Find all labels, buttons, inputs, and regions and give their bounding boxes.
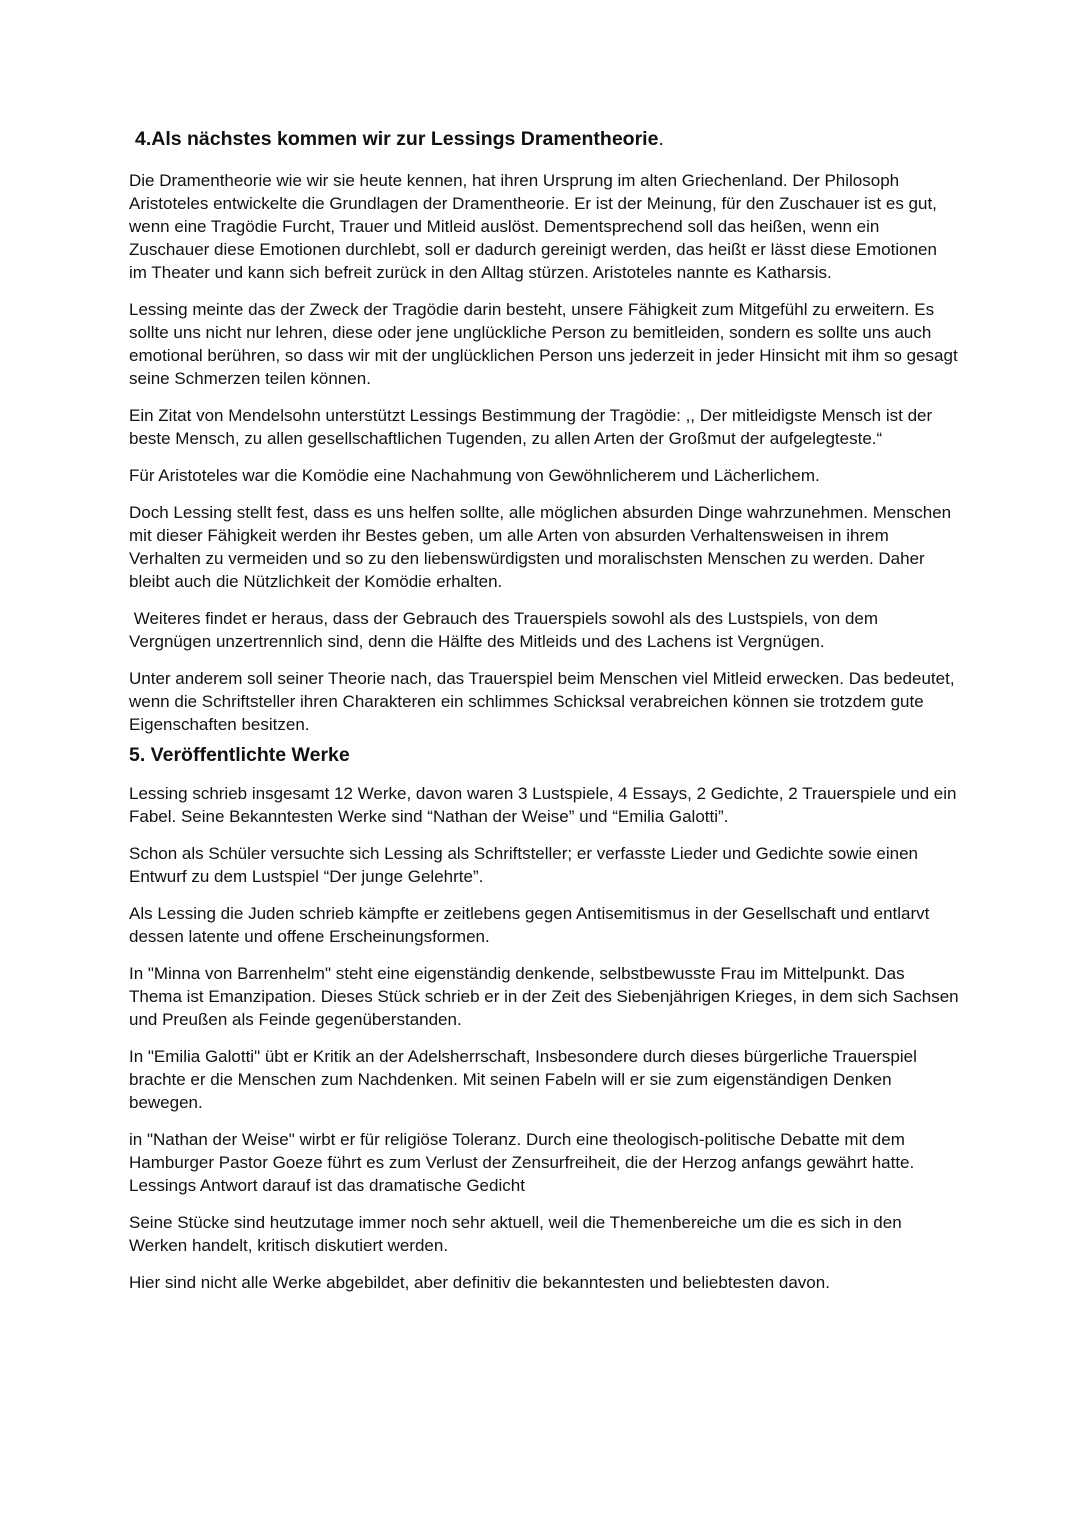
paragraph: Seine Stücke sind heutzutage immer noch sehr aktuell, weil die Themenbereiche um die es sich in den Werken handelt, kritisch diskutiert werden. xyxy=(129,1213,902,1255)
paragraph: Als Lessing die Juden schrieb kämpfte er zeitlebens gegen Antisemitismus in der Gesellschaft und entlarvt dessen latente und offene Erscheinungsformen. xyxy=(129,904,930,946)
paragraph: Doch Lessing stellt fest, dass es uns helfen sollte, alle möglichen absurden Dinge wahrzunehmen. Menschen mit dieser Fähigkeit werden ihr Bestes geben, um alle Arten von absurden Verhaltensweisen in ihrem Verhalten zu vermeiden und so zu den liebenswürdigsten und moralischsten Menschen zu werden. Daher bleibt auch die Nützlichkeit der Komödie erhalten. xyxy=(129,503,952,591)
paragraph: In "Minna von Barrenhelm" steht eine eigenständig denkende, selbstbewusste Frau im Mittelpunkt. Das Thema ist Emanzipation. Dieses Stück schrieb er in der Zeit des Siebenjährigen Krieges, in dem sich Sachsen und Preußen als Feinde gegenüberstanden. xyxy=(129,964,959,1029)
paragraph: Für Aristoteles war die Komödie eine Nachahmung von Gewöhnlicherem und Lächerlichem. xyxy=(129,466,820,485)
section-4-heading-period: . xyxy=(658,128,664,150)
paragraph: Unter anderem soll seiner Theorie nach, das Trauerspiel beim Menschen viel Mitleid erwecken. Das bedeutet, wenn die Schriftsteller ihren Charakteren ein schlimmes Schicksal verabreichen können sie trotzdem gute Eigenschaften besitzen. xyxy=(129,669,955,734)
paragraph: Hier sind nicht alle Werke abgebildet, aber definitiv die bekanntesten und beliebtesten davon. xyxy=(129,1273,830,1292)
section-4-heading xyxy=(135,126,959,152)
document-page xyxy=(129,126,959,1308)
paragraph: Schon als Schüler versuchte sich Lessing als Schriftsteller; er verfasste Lieder und Gedichte sowie einen Entwurf zu dem Lustspiel “Der junge Gelehrte”. xyxy=(129,844,919,886)
paragraph: Lessing schrieb insgesamt 12 Werke, davon waren 3 Lustspiele, 4 Essays, 2 Gedichte, 2 Trauerspiele und ein Fabel. Seine Bekanntesten Werke sind “Nathan der Weise” und “Emilia Galotti”. xyxy=(129,784,957,826)
paragraph: in "Nathan der Weise" wirbt er für religiöse Toleranz. Durch eine theologisch-politische Debatte mit dem Hamburger Pastor Goeze führt es zum Verlust der Zensurfreiheit, die der Herzog anfangs gewährt hatte. Lessings Antwort darauf ist das dramatische Gedicht xyxy=(129,1130,915,1195)
paragraph: Ein Zitat von Mendelsohn unterstützt Lessings Bestimmung der Tragödie: ,, Der mitleidigste Mensch ist der beste Mensch, zu allen gesellschaftlichen Tugenden, zu allen Arten der Großmut der aufgelegteste.“ xyxy=(129,406,933,448)
paragraph: Weiteres findet er heraus, dass der Gebrauch des Trauerspiels sowohl als des Lustspiels, von dem Vergnügen unzertrennlich sind, denn die Hälfte des Mitleids und des Lachens ist Vergnügen. xyxy=(129,609,883,651)
paragraph: Lessing meinte das der Zweck der Tragödie darin besteht, unsere Fähigkeit zum Mitgefühl zu erweitern. Es sollte uns nicht nur lehren, diese oder jene unglückliche Person zu bemitleiden, sondern es sollte uns auch emotional berühren, so dass wir mit der unglücklichen Person uns jederzeit in jeder Hinsicht mit ihm so gesagt seine Schmerzen teilen können. xyxy=(129,300,958,388)
section-5-heading: 5. Veröffentlichte Werke xyxy=(129,744,350,766)
paragraph: In "Emilia Galotti" übt er Kritik an der Adelsherrschaft, Insbesondere durch dieses bürgerliche Trauerspiel brachte er die Menschen zum Nachdenken. Mit seinen Fabeln will er sie zum eigenständigen Denken bewegen. xyxy=(129,1047,917,1112)
paragraph: Die Dramentheorie wie wir sie heute kennen, hat ihren Ursprung im alten Griechenland. Der Philosoph Aristoteles entwickelte die Grundlagen der Dramentheorie. Er ist der Meinung, für den Zuschauer ist es gut, wenn eine Tragödie Furcht, Trauer und Mitleid auslöst. Dementsprechend soll das heißen, wenn ein Zuschauer diese Emotionen durchlebt, soll er dadurch gereinigt werden, das heißt er lässt diese Emotionen im Theater und kann sich befreit zurück in den Alltag stürzen. Aristoteles nannte es Katharsis. xyxy=(129,171,937,282)
section-4-heading-text: 4.Als nächstes kommen wir zur Lessings Dramentheorie xyxy=(135,128,659,150)
